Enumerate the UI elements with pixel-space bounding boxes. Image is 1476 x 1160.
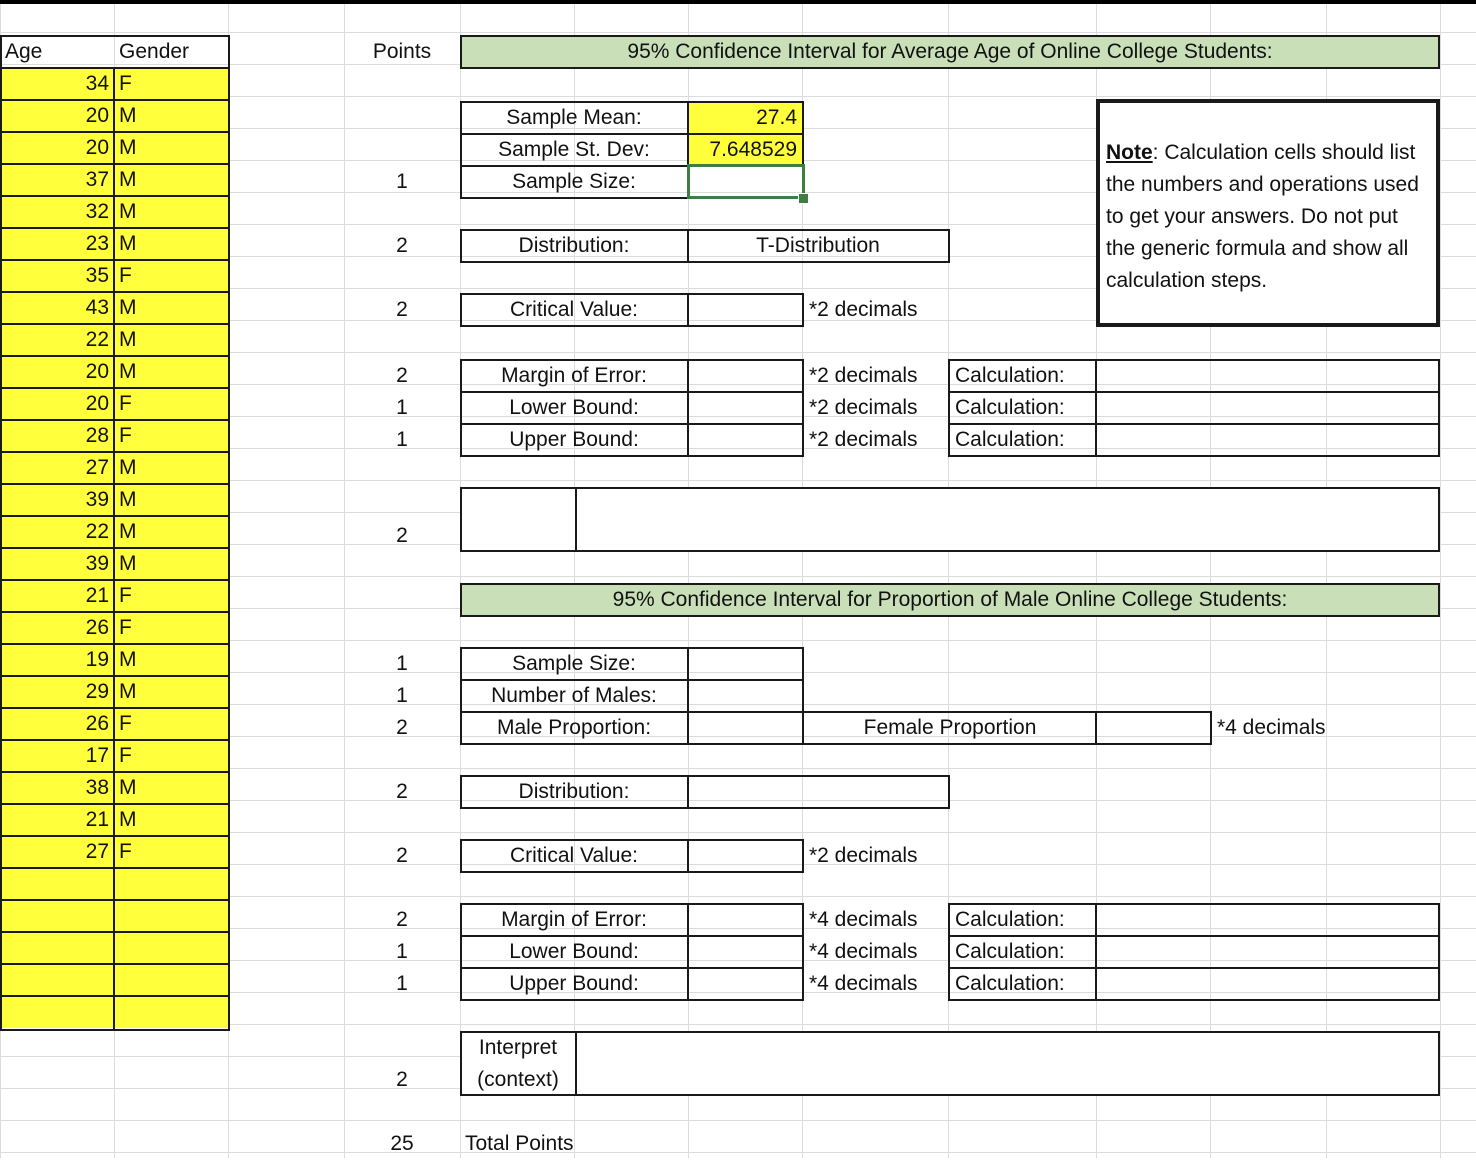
prop-distribution-border [460, 775, 950, 809]
prop-upper-label[interactable]: Upper Bound: [509, 972, 639, 995]
bounds-divider [687, 359, 689, 457]
moe-note[interactable]: *2 decimals [809, 364, 918, 387]
upper-points[interactable]: 1 [396, 428, 408, 451]
female-prop-label[interactable]: Female Proportion [863, 716, 1037, 739]
prop-line-1 [460, 679, 804, 681]
gender-cell[interactable]: M [114, 644, 228, 676]
bounds-block-border [460, 359, 804, 457]
prop-calc-border [948, 903, 1440, 1001]
interpret-points[interactable]: 2 [396, 524, 408, 547]
female-prop-border [802, 711, 1212, 745]
prop-distribution-label[interactable]: Distribution: [518, 780, 630, 803]
prop-size-label[interactable]: Sample Size: [512, 652, 636, 675]
prop-males-label[interactable]: Number of Males: [491, 684, 657, 707]
gender-cell[interactable]: F [114, 260, 228, 292]
critical-note[interactable]: *2 decimals [809, 298, 918, 321]
critical-divider [687, 293, 689, 327]
moe-points[interactable]: 2 [396, 364, 408, 387]
data-table-divider [113, 67, 115, 1031]
sample-mean-label[interactable]: Sample Mean: [506, 106, 642, 129]
female-prop-divider [1095, 711, 1097, 745]
gender-cell[interactable]: F [114, 740, 228, 772]
sample-mean-value[interactable]: 27.4 [688, 102, 802, 134]
lower-label[interactable]: Lower Bound: [509, 396, 639, 419]
age-cell[interactable]: 28 [0, 420, 114, 452]
prop-lower-points[interactable]: 1 [396, 940, 408, 963]
lower-note[interactable]: *2 decimals [809, 396, 918, 419]
distribution-border [460, 229, 950, 263]
age-cell[interactable]: 37 [0, 164, 114, 196]
gender-cell[interactable]: M [114, 292, 228, 324]
prop-distribution-divider [687, 775, 689, 809]
sample-sd-value[interactable]: 7.648529 [688, 134, 802, 166]
prop-distribution-points[interactable]: 2 [396, 780, 408, 803]
gender-cell[interactable]: M [114, 676, 228, 708]
stats-row-line-1 [460, 133, 804, 135]
upper-note[interactable]: *2 decimals [809, 428, 918, 451]
prop-calc-line-2 [948, 967, 1440, 969]
prop-lower-note[interactable]: *4 decimals [809, 940, 918, 963]
sample-size-points[interactable]: 1 [396, 170, 408, 193]
gender-header[interactable]: Gender [119, 40, 190, 63]
prop-interpret-box[interactable] [460, 1031, 1440, 1096]
gender-cell[interactable]: M [114, 356, 228, 388]
age-cell[interactable]: 34 [0, 68, 114, 100]
prop-maleprop-label[interactable]: Male Proportion: [496, 716, 652, 739]
gender-cell[interactable]: F [114, 836, 228, 868]
prop-critical-border [460, 839, 804, 873]
distribution-points[interactable]: 2 [396, 234, 408, 257]
prop-moe-calc-label[interactable]: Calculation: [955, 908, 1065, 931]
bounds-line-2 [460, 423, 804, 425]
prop-title-border [460, 583, 1440, 617]
age-cell[interactable]: 20 [0, 132, 114, 164]
prop-bounds-divider [687, 903, 689, 1001]
age-cell[interactable]: 20 [0, 356, 114, 388]
prop-block-border [460, 647, 804, 745]
gender-cell[interactable]: F [114, 580, 228, 612]
age-cell[interactable]: 27 [0, 836, 114, 868]
gender-cell[interactable]: M [114, 548, 228, 580]
prop-bounds-line-1 [460, 935, 804, 937]
prop-lower-label[interactable]: Lower Bound: [509, 940, 639, 963]
distribution-value[interactable]: T-Distribution [756, 234, 880, 257]
prop-moe-points[interactable]: 2 [396, 908, 408, 931]
top-border [0, 0, 1476, 4]
prop-line-2 [460, 711, 804, 713]
prop-maleprop-points[interactable]: 2 [396, 716, 408, 739]
prop-interpret-points[interactable]: 2 [396, 1068, 408, 1091]
prop-block-divider [687, 647, 689, 745]
age-cell[interactable]: 26 [0, 708, 114, 740]
gender-cell[interactable]: M [114, 324, 228, 356]
age-cell[interactable]: 19 [0, 644, 114, 676]
age-cell[interactable]: 32 [0, 196, 114, 228]
prop-upper-points[interactable]: 1 [396, 972, 408, 995]
moe-label[interactable]: Margin of Error: [501, 364, 647, 387]
prop-moe-label[interactable]: Margin of Error: [501, 908, 647, 931]
mean-section-title[interactable]: 95% Confidence Interval for Average Age of Online College Students: [460, 36, 1440, 68]
bounds-line-1 [460, 391, 804, 393]
age-cell[interactable]: 39 [0, 548, 114, 580]
gender-cell[interactable]: F [114, 388, 228, 420]
gender-cell[interactable]: M [114, 132, 228, 164]
critical-label[interactable]: Critical Value: [510, 298, 638, 321]
gender-cell[interactable]: M [114, 516, 228, 548]
gender-cell[interactable]: M [114, 772, 228, 804]
sample-sd-label[interactable]: Sample St. Dev: [498, 138, 650, 161]
interpret-box[interactable] [460, 487, 1440, 552]
prop-calc-line-1 [948, 935, 1440, 937]
age-cell[interactable]: 21 [0, 804, 114, 836]
lower-points[interactable]: 1 [396, 396, 408, 419]
female-prop-note[interactable]: *4 decimals [1217, 716, 1326, 739]
sample-size-label[interactable]: Sample Size: [512, 170, 636, 193]
prop-bounds-line-2 [460, 967, 804, 969]
age-cell[interactable]: 26 [0, 612, 114, 644]
gender-cell[interactable]: M [114, 804, 228, 836]
age-cell[interactable]: 20 [0, 100, 114, 132]
age-cell[interactable]: 21 [0, 580, 114, 612]
calc-line-2 [948, 423, 1440, 425]
total-points-label[interactable]: Total Points [465, 1132, 574, 1155]
data-table-border [0, 67, 230, 1031]
lower-calc-label[interactable]: Calculation: [955, 396, 1065, 419]
prop-section-title[interactable]: 95% Confidence Interval for Proportion of Male Online College Students: [460, 584, 1440, 616]
prop-interpret-line1[interactable]: Interpret [478, 1036, 558, 1059]
critical-border [460, 293, 804, 327]
calc-line-1 [948, 391, 1440, 393]
note-title: Note [1106, 141, 1153, 164]
age-cell[interactable]: 22 [0, 516, 114, 548]
prop-critical-divider [687, 839, 689, 873]
gender-cell[interactable]: F [114, 68, 228, 100]
age-cell[interactable]: 39 [0, 484, 114, 516]
age-cell[interactable]: 22 [0, 324, 114, 356]
upper-calc-label[interactable]: Calculation: [955, 428, 1065, 451]
gender-cell[interactable]: M [114, 484, 228, 516]
note-box[interactable] [1096, 99, 1440, 327]
gender-cell[interactable]: M [114, 228, 228, 260]
age-cell[interactable]: 43 [0, 292, 114, 324]
prop-upper-calc-label[interactable]: Calculation: [955, 972, 1065, 995]
gender-cell[interactable]: M [114, 164, 228, 196]
prop-upper-note[interactable]: *4 decimals [809, 972, 918, 995]
critical-points[interactable]: 2 [396, 298, 408, 321]
prop-critical-note[interactable]: *2 decimals [809, 844, 918, 867]
prop-critical-points[interactable]: 2 [396, 844, 408, 867]
calc-block-border [948, 359, 1440, 457]
age-cell[interactable]: 27 [0, 452, 114, 484]
fill-handle[interactable] [798, 193, 809, 204]
prop-critical-label[interactable]: Critical Value: [510, 844, 638, 867]
note-text: : Calculation cells should list the numbers and operations used to get your answers. Do not put the generic formula and show all calculation steps. [1106, 141, 1419, 292]
gender-cell[interactable]: F [114, 708, 228, 740]
selected-cell[interactable] [687, 164, 805, 199]
age-header[interactable]: Age [5, 40, 43, 63]
age-cell[interactable]: 20 [0, 388, 114, 420]
age-cell[interactable]: 29 [0, 676, 114, 708]
prop-interpret-line2[interactable]: (context) [477, 1068, 559, 1091]
age-cell[interactable]: 35 [0, 260, 114, 292]
interpret-divider [575, 487, 577, 552]
prop-calc-divider [1095, 903, 1097, 1001]
prop-males-points[interactable]: 1 [396, 684, 408, 707]
prop-lower-calc-label[interactable]: Calculation: [955, 940, 1065, 963]
calc-divider [1095, 359, 1097, 457]
header-border [0, 35, 230, 69]
points-header[interactable]: Points [372, 40, 432, 63]
prop-moe-note[interactable]: *4 decimals [809, 908, 918, 931]
total-points-value[interactable]: 25 [390, 1132, 414, 1155]
age-cell[interactable]: 23 [0, 228, 114, 260]
age-cell[interactable]: 17 [0, 740, 114, 772]
mean-title-border [460, 35, 1440, 69]
gender-cell[interactable]: M [114, 100, 228, 132]
distribution-divider [687, 229, 689, 263]
prop-size-points[interactable]: 1 [396, 652, 408, 675]
gender-cell[interactable]: M [114, 196, 228, 228]
distribution-label[interactable]: Distribution: [518, 234, 630, 257]
moe-calc-label[interactable]: Calculation: [955, 364, 1065, 387]
gender-cell[interactable]: F [114, 612, 228, 644]
gender-cell[interactable]: F [114, 420, 228, 452]
prop-bounds-border [460, 903, 804, 1001]
gender-cell[interactable]: M [114, 452, 228, 484]
age-cell[interactable]: 38 [0, 772, 114, 804]
upper-label[interactable]: Upper Bound: [509, 428, 639, 451]
